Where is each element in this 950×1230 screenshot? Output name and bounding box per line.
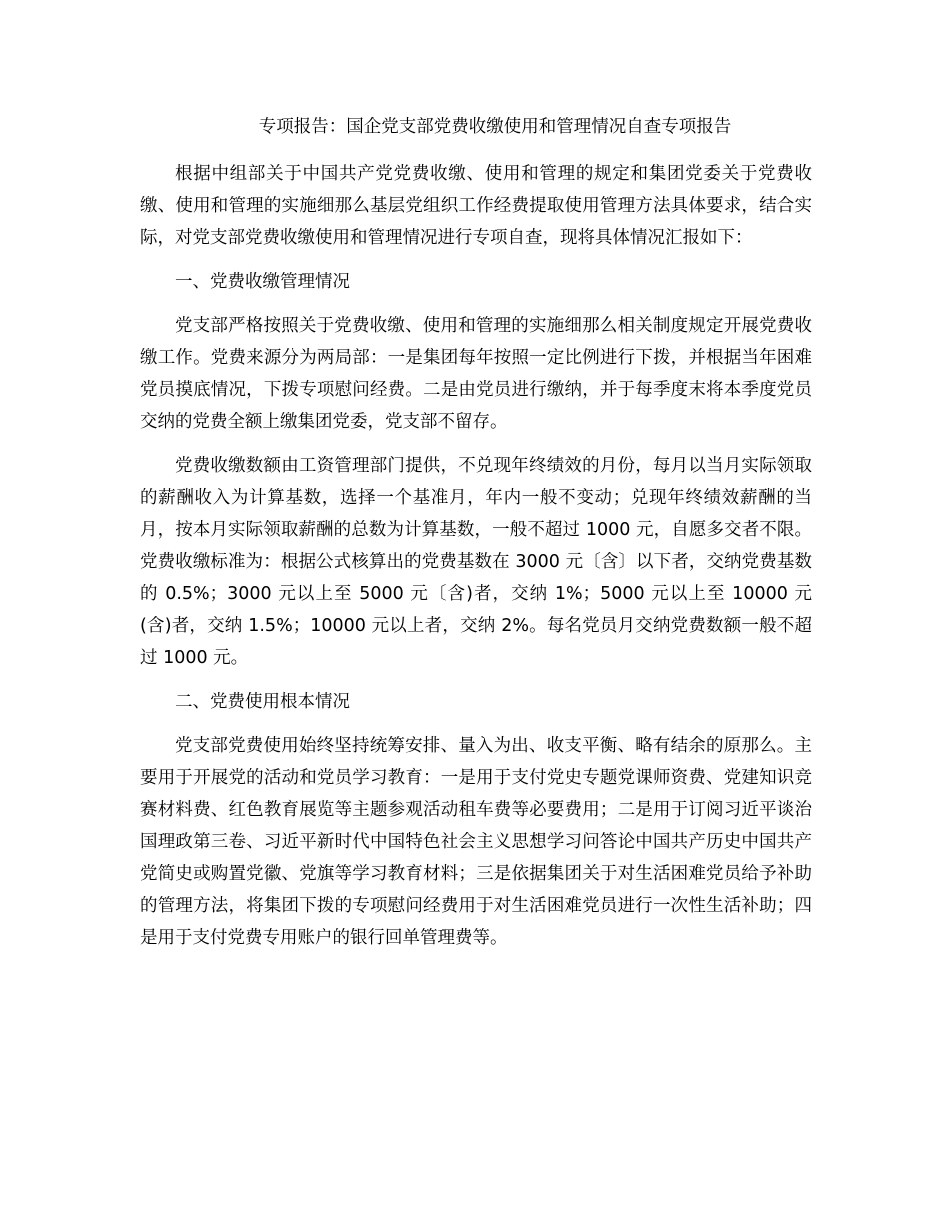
section-1-paragraph-1: 党支部严格按照关于党费收缴、使用和管理的实施细那么相关制度规定开展党费收缴工作。党费来源分为两局部：一是集团每年按照一定比例进行下拨，并根据当年困难党员摸底情况，下拨专项慰问经费。二是由党员进行缴纳，并于每季度末将本季度党员交纳的党费全额上缴集团党委，党支部不留存。 (140, 316, 812, 432)
section-1-paragraph-2: 党费收缴数额由工资管理部门提供，不兑现年终绩效的月份，每月以当月实际领取的薪酬收入为计算基数，选择一个基准月，年内一般不变动；兑现年终绩效薪酬的当月，按本月实际领取薪酬的总数为计算基数，一般不超过 1000 元，自愿多交者不限。党费收缴标准为：根据公式核算出的党费基数在 3000 元〔含〕以下者，交纳党费基数的 0.5%；3000 元以上至 5000 元〔含)者，交纳 1%；5000 元以上至 10000 元(含)者，交纳 1.5%；10000 元以上者，交纳 2%。每名党员月交纳党费数额一般不超过 1000 元。 (140, 456, 812, 668)
section-2-paragraph-1: 党支部党费使用始终坚持统筹安排、量入为出、收支平衡、略有结余的原那么。主要用于开展党的活动和党员学习教育：一是用于支付党史专题党课师资费、党建知识竞赛材料费、红色教育展览等主题参观活动租车费等必要费用；二是用于订阅习近平谈治国理政第三卷、习近平新时代中国特色社会主义思想学习问答论中国共产历史中国共产党简史或购置党徽、党旗等学习教育材料；三是依据集团关于对生活困难党员给予补助的管理方法，将集团下拨的专项慰问经费用于对生活困难党员进行一次性生活补助；四是用于支付党费专用账户的银行回单管理费等。 (140, 736, 812, 948)
intro-paragraph: 根据中组部关于中国共产党党费收缴、使用和管理的规定和集团党委关于党费收缴、使用和管理的实施细那么基层党组织工作经费提取使用管理方法具体要求，结合实际，对党支部党费收缴使用和管理情况进行专项自查，现将具体情况汇报如下： (140, 164, 812, 248)
document-title: 专项报告：国企党支部党费收缴使用和管理情况自查专项报告 (258, 117, 732, 137)
section-2-heading: 二、党费使用根本情况 (175, 692, 350, 712)
section-1-heading: 一、党费收缴管理情况 (175, 272, 350, 292)
document-body (140, 158, 812, 966)
